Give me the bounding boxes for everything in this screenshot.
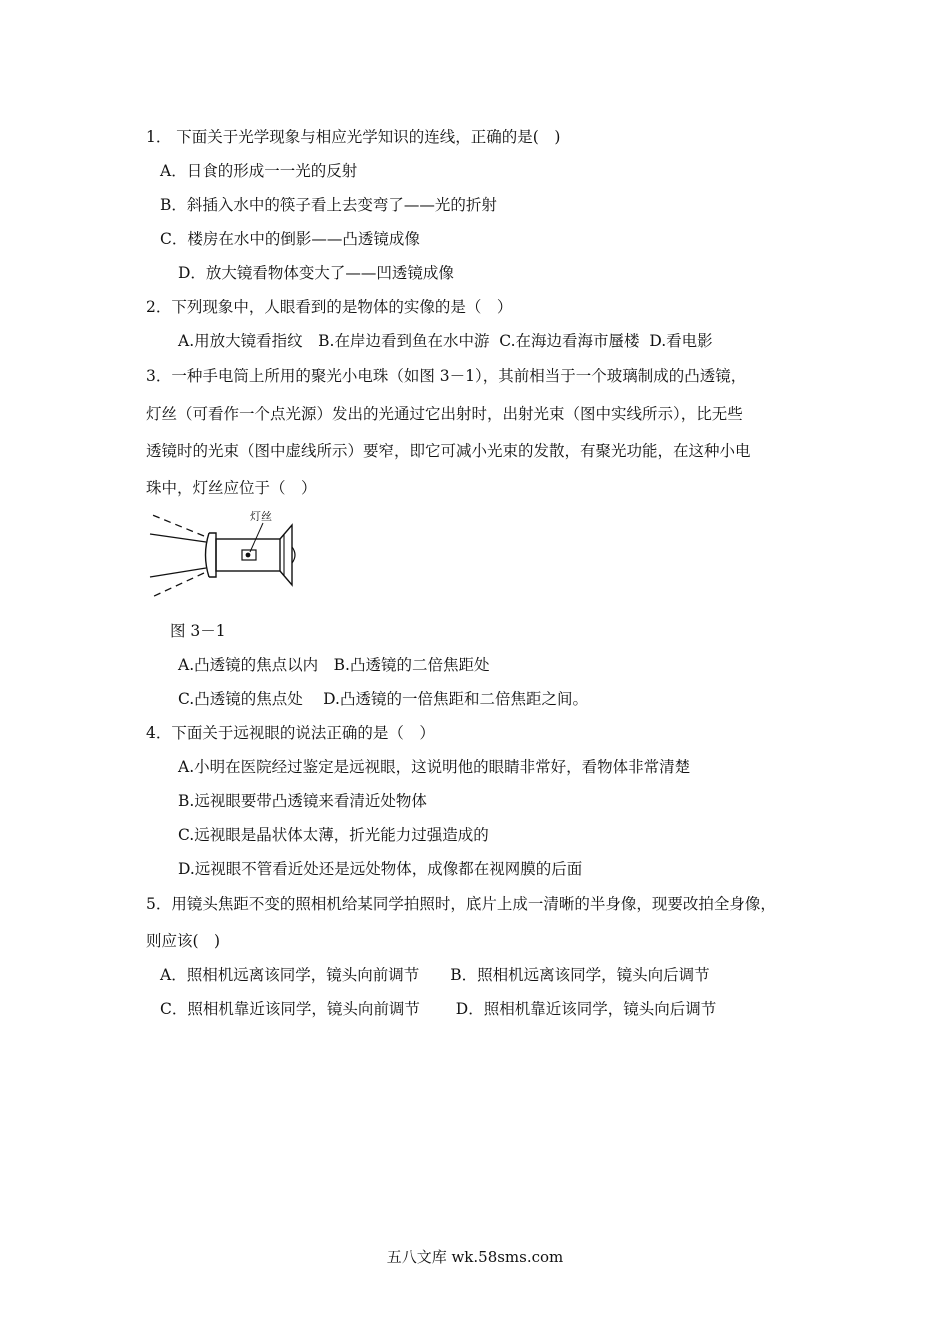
dashed-beam-upper: [150, 514, 204, 536]
solid-beam-upper: [150, 534, 206, 542]
question-3-options-line-2: C.凸透镜的焦点处 D.凸透镜的一倍焦距和二倍焦距之间。: [178, 690, 588, 708]
question-4-option-b: B.远视眼要带凸透镜来看清近处物体: [178, 792, 427, 810]
footer-watermark: 五八文库 wk.58sms.com: [386, 1248, 564, 1266]
question-1-option-b: B．斜插入水中的筷子看上去变弯了——光的折射: [160, 196, 497, 214]
question-4-stem: 4．下面关于远视眼的说法正确的是（ ）: [146, 724, 435, 742]
question-1-option-c: C．楼房在水中的倒影——凸透镜成像: [160, 230, 420, 248]
filament-label: 灯丝: [250, 510, 272, 523]
question-4-option-c: C.远视眼是晶状体太薄，折光能力过强造成的: [178, 826, 489, 844]
lens-rim: [209, 533, 216, 577]
filament-pointer-line: [250, 523, 263, 552]
question-5-stem-line-2: 则应该( ): [146, 932, 221, 950]
dashed-beam-lower: [152, 573, 204, 597]
figure-caption: 图 3－1: [170, 622, 226, 640]
question-1-option-d: D．放大镜看物体变大了——凹透镜成像: [178, 264, 454, 282]
flashlight-bulb-diagram: [146, 507, 306, 605]
question-1-stem: 1． 下面关于光学现象与相应光学知识的连线，正确的是( ): [146, 128, 561, 146]
question-4-option-a: A.小明在医院经过鉴定是远视眼，这说明他的眼睛非常好，看物体非常清楚: [178, 758, 691, 776]
lens-front-curve: [206, 533, 210, 577]
filament-dot: [246, 553, 251, 558]
question-3-options-line-1: A.凸透镜的焦点以内 B.凸透镜的二倍焦距处: [178, 656, 490, 674]
question-3-stem-line-2: 灯丝（可看作一个点光源）发出的光通过它出射时，出射光束（图中实线所示），比无些: [146, 405, 743, 423]
question-5-options-line-1: A．照相机远离该同学，镜头向前调节 B．照相机远离该同学，镜头向后调节: [160, 966, 710, 984]
question-2-options: A.用放大镜看指纹 B.在岸边看到鱼在水中游 C.在海边看海市蜃楼 D.看电影: [178, 332, 713, 350]
question-1-option-a: A．日食的形成一一光的反射: [160, 162, 358, 180]
question-3-stem-line-3: 透镜时的光束（图中虚线所示）要窄，即它可减小光束的发散，有聚光功能，在这种小电: [146, 442, 751, 460]
question-2-stem: 2．下列现象中，人眼看到的是物体的实像的是（ ）: [146, 298, 513, 316]
question-5-stem-line-1: 5．用镜头焦距不变的照相机给某同学拍照时，底片上成一清晰的半身像，现要改拍全身像，: [146, 895, 776, 913]
bulb-base: [280, 525, 292, 585]
question-3-stem-line-4: 珠中，灯丝应位于（ ）: [146, 479, 317, 497]
question-4-option-d: D.远视眼不管看近处还是远处物体，成像都在视网膜的后面: [178, 860, 583, 878]
question-5-options-line-2: C．照相机靠近该同学，镜头向前调节 D．照相机靠近该同学，镜头向后调节: [160, 1000, 717, 1018]
flashlight-bulb-figure: [146, 507, 306, 605]
question-3-stem-line-1: 3．一种手电筒上所用的聚光小电珠（如图 3－1），其前相当于一个玻璃制成的凸透镜，: [146, 367, 747, 385]
